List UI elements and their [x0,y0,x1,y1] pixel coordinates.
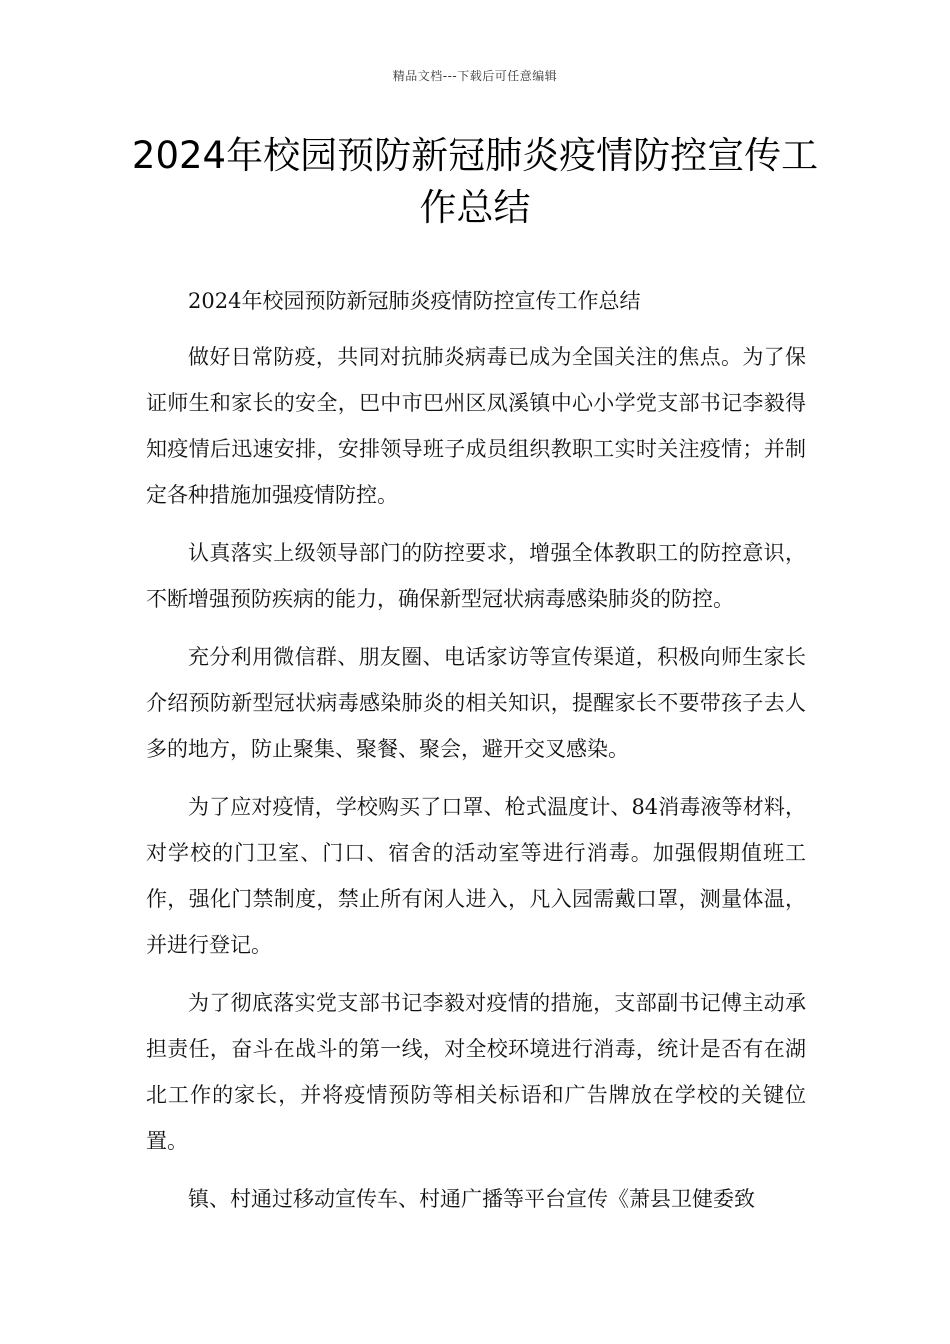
paragraph-implement-requirements: 认真落实上级领导部门的防控要求，增强全体教职工的防控意识，不断增强预防疾病的能力，确保新型冠状病毒感染肺炎的防控。 [146,541,806,611]
paragraph-disinfection-measures: 为了应对疫情，学校购买了口罩、枪式温度计、84消毒液等材料，对学校的门卫室、门口、宿舍的活动室等进行消毒。加强假期值班工作，强化门禁制度，禁止所有闲人进入，凡入园需戴口罩，测量体温，并进行登记。 [146,795,806,957]
document-subtitle: 2024年校园预防新冠肺炎疫情防控宣传工作总结 [188,289,641,313]
paragraph-publicity-channels: 充分利用微信群、朋友圈、电话家访等宣传渠道，积极向师生家长介绍预防新型冠状病毒感染肺炎的相关知识，提醒家长不要带孩子去人多的地方，防止聚集、聚餐、聚会，避开交叉感染。 [146,645,806,761]
document-title: 2024年校园预防新冠肺炎疫情防控宣传工作总结 [131,134,819,229]
paragraph-deputy-secretary: 为了彻底落实党支部书记李毅对疫情的措施，支部副书记傅主动承担责任，奋斗在战斗的第一线，对全校环境进行消毒，统计是否有在湖北工作的家长，并将疫情预防等相关标语和广告牌放在学校的关键位置。 [146,991,806,1153]
paragraph-town-village-publicity: 镇、村通过移动宣传车、村通广播等平台宣传《萧县卫健委致 [188,1187,755,1211]
paragraph-daily-prevention: 做好日常防疫，共同对抗肺炎病毒已成为全国关注的焦点。为了保证师生和家长的安全，巴中市巴州区凤溪镇中心小学党支部书记李毅得知疫情后迅速安排，安排领导班子成员组织教职工实时关注疫情；并制定各种措施加强疫情防控。 [146,345,806,507]
page-header: 精品文档---下载后可任意编辑 [392,69,558,83]
document-body [146,278,806,1234]
